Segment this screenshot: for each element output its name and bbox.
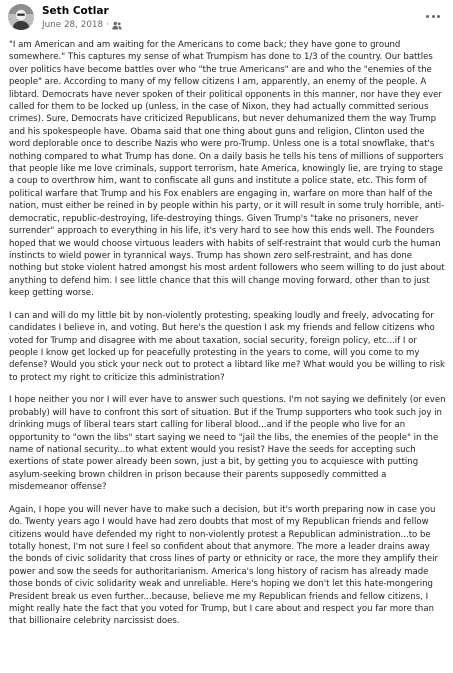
post-header [0,0,453,40]
post-paragraph: I hope neither you nor I will ever have to answer such questions. I'm not saying we definitely (or even probably) will have to confront this sort of situation. But if the Trump supporters who took such joy in drinking mugs of liberal tears start calling for liberal blood...and if the people who live for an opportunity to "own the libs" start saying we need to "jail the libs, the enemies of the people" in the name of national security...to what extent would you resist? Have the seeds for accepting such exertions of state power already been sown, just a bit, by getting you to acquiesce with putting asylum-seeking brown children in prison because their parents supposedly committed a misdemeanor offense? [9,395,446,493]
post-body [9,39,446,638]
post-meta [42,20,122,30]
post-date[interactable]: June 28, 2018 [42,20,104,30]
post-paragraph: Again, I hope you will never have to make such a decision, but it's worth preparing now in case you do. Twenty years ago I would have had zero doubts that most of my Republican friends and fellow citizens would have defended my right to non-violently protest a Republican administration...to be totally honest, I'm not sure I feel so confident about that anymore. The more a leader drains away the bonds of civic solidarity that cross lines of party or ethnicity or race, the more they amplify their power and sow the seeds for authoritarianism. America's long history of racism has already made those bonds of civic solidarity weak and unreliable. Here's hoping we don't let this hate-mongering President break us even further...because, believe me my Republican friends and fellow citizens, I might really hate the fact that you voted for Trump, but I care about and respect you far more than that billionaire celebrity narcissist does. [9,504,438,627]
post-paragraph: I can and will do my little bit by non-violently protesting, speaking loudly and freely, advocating for candidates I believe in, and voting. But here's the question I ask my friends and fellow citizens who voted for Trump and disagree with me about taxation, social security, foreign policy, etc...if I or people I know get locked up for peacefully protesting in the years to come, will you come to my defense? Would you stick your neck out to protect a libtard like me? What would you be willing to risk to protect my right to criticize this administration? [9,310,445,383]
friends-icon [112,21,122,30]
author-name[interactable]: Seth Cotlar [42,5,109,17]
separator-dot: · [106,20,109,30]
avatar[interactable] [8,4,34,30]
more-options-icon[interactable] [422,8,444,24]
post-paragraph: "I am American and am waiting for the Americans to come back; they have gone to ground somewhere." This captures my sense of what Trumpism has done to 1/3 of the country. Our battles over politics have become battles over who "the true Americans" are and who the "enemies of the people" are. According to many of my fellow citizens I am, apparently, an enemy of the people. A libtard. Democrats have never spoken of their political opponents in this manner, nor have they ever called for them to be locked up (unless, in the case of Nixon, they had actually committed serious crimes). Sure, Democrats have criticized Republicans, but never dehumanized them the way Trump and his spokespeople have. Obama said that one thing about guns and religion, Clinton used the word deplorable once to describe Nazis who were pro-Trump. Unless one is a total snowflake, that's nothing compared to what Trump has done. On a daily basis he tells his tens of millions of supporters that people like me love criminals, support terrorism, hate America, knowingly lie, are trying to stage a coup to overthrow him, want to confiscate all guns and institute a police state, etc. This form of political warfare that Trump and his Fox enablers are engaging in, warfare on more than half of the nation, must either be reined in by people within his party, or it will result in some truly horrible, anti-democratic, republic-destroying, life-destroying things. Given Trump's "take no prisoners, never surrender" approach to everything in his life, it's very hard to see how this ends well. The Founders hoped that we would choose virtuous leaders with habits of self-restraint that would curb the human instincts to wield power in tyrannical ways. Trump has shown zero self-restraint, and has done nothing but stoke violent hatred amongst his most ardent followers who seem willing to do just about anything to defend him. I see little chance that this will change moving forward, other than to just keep getting worse. [9,40,445,299]
